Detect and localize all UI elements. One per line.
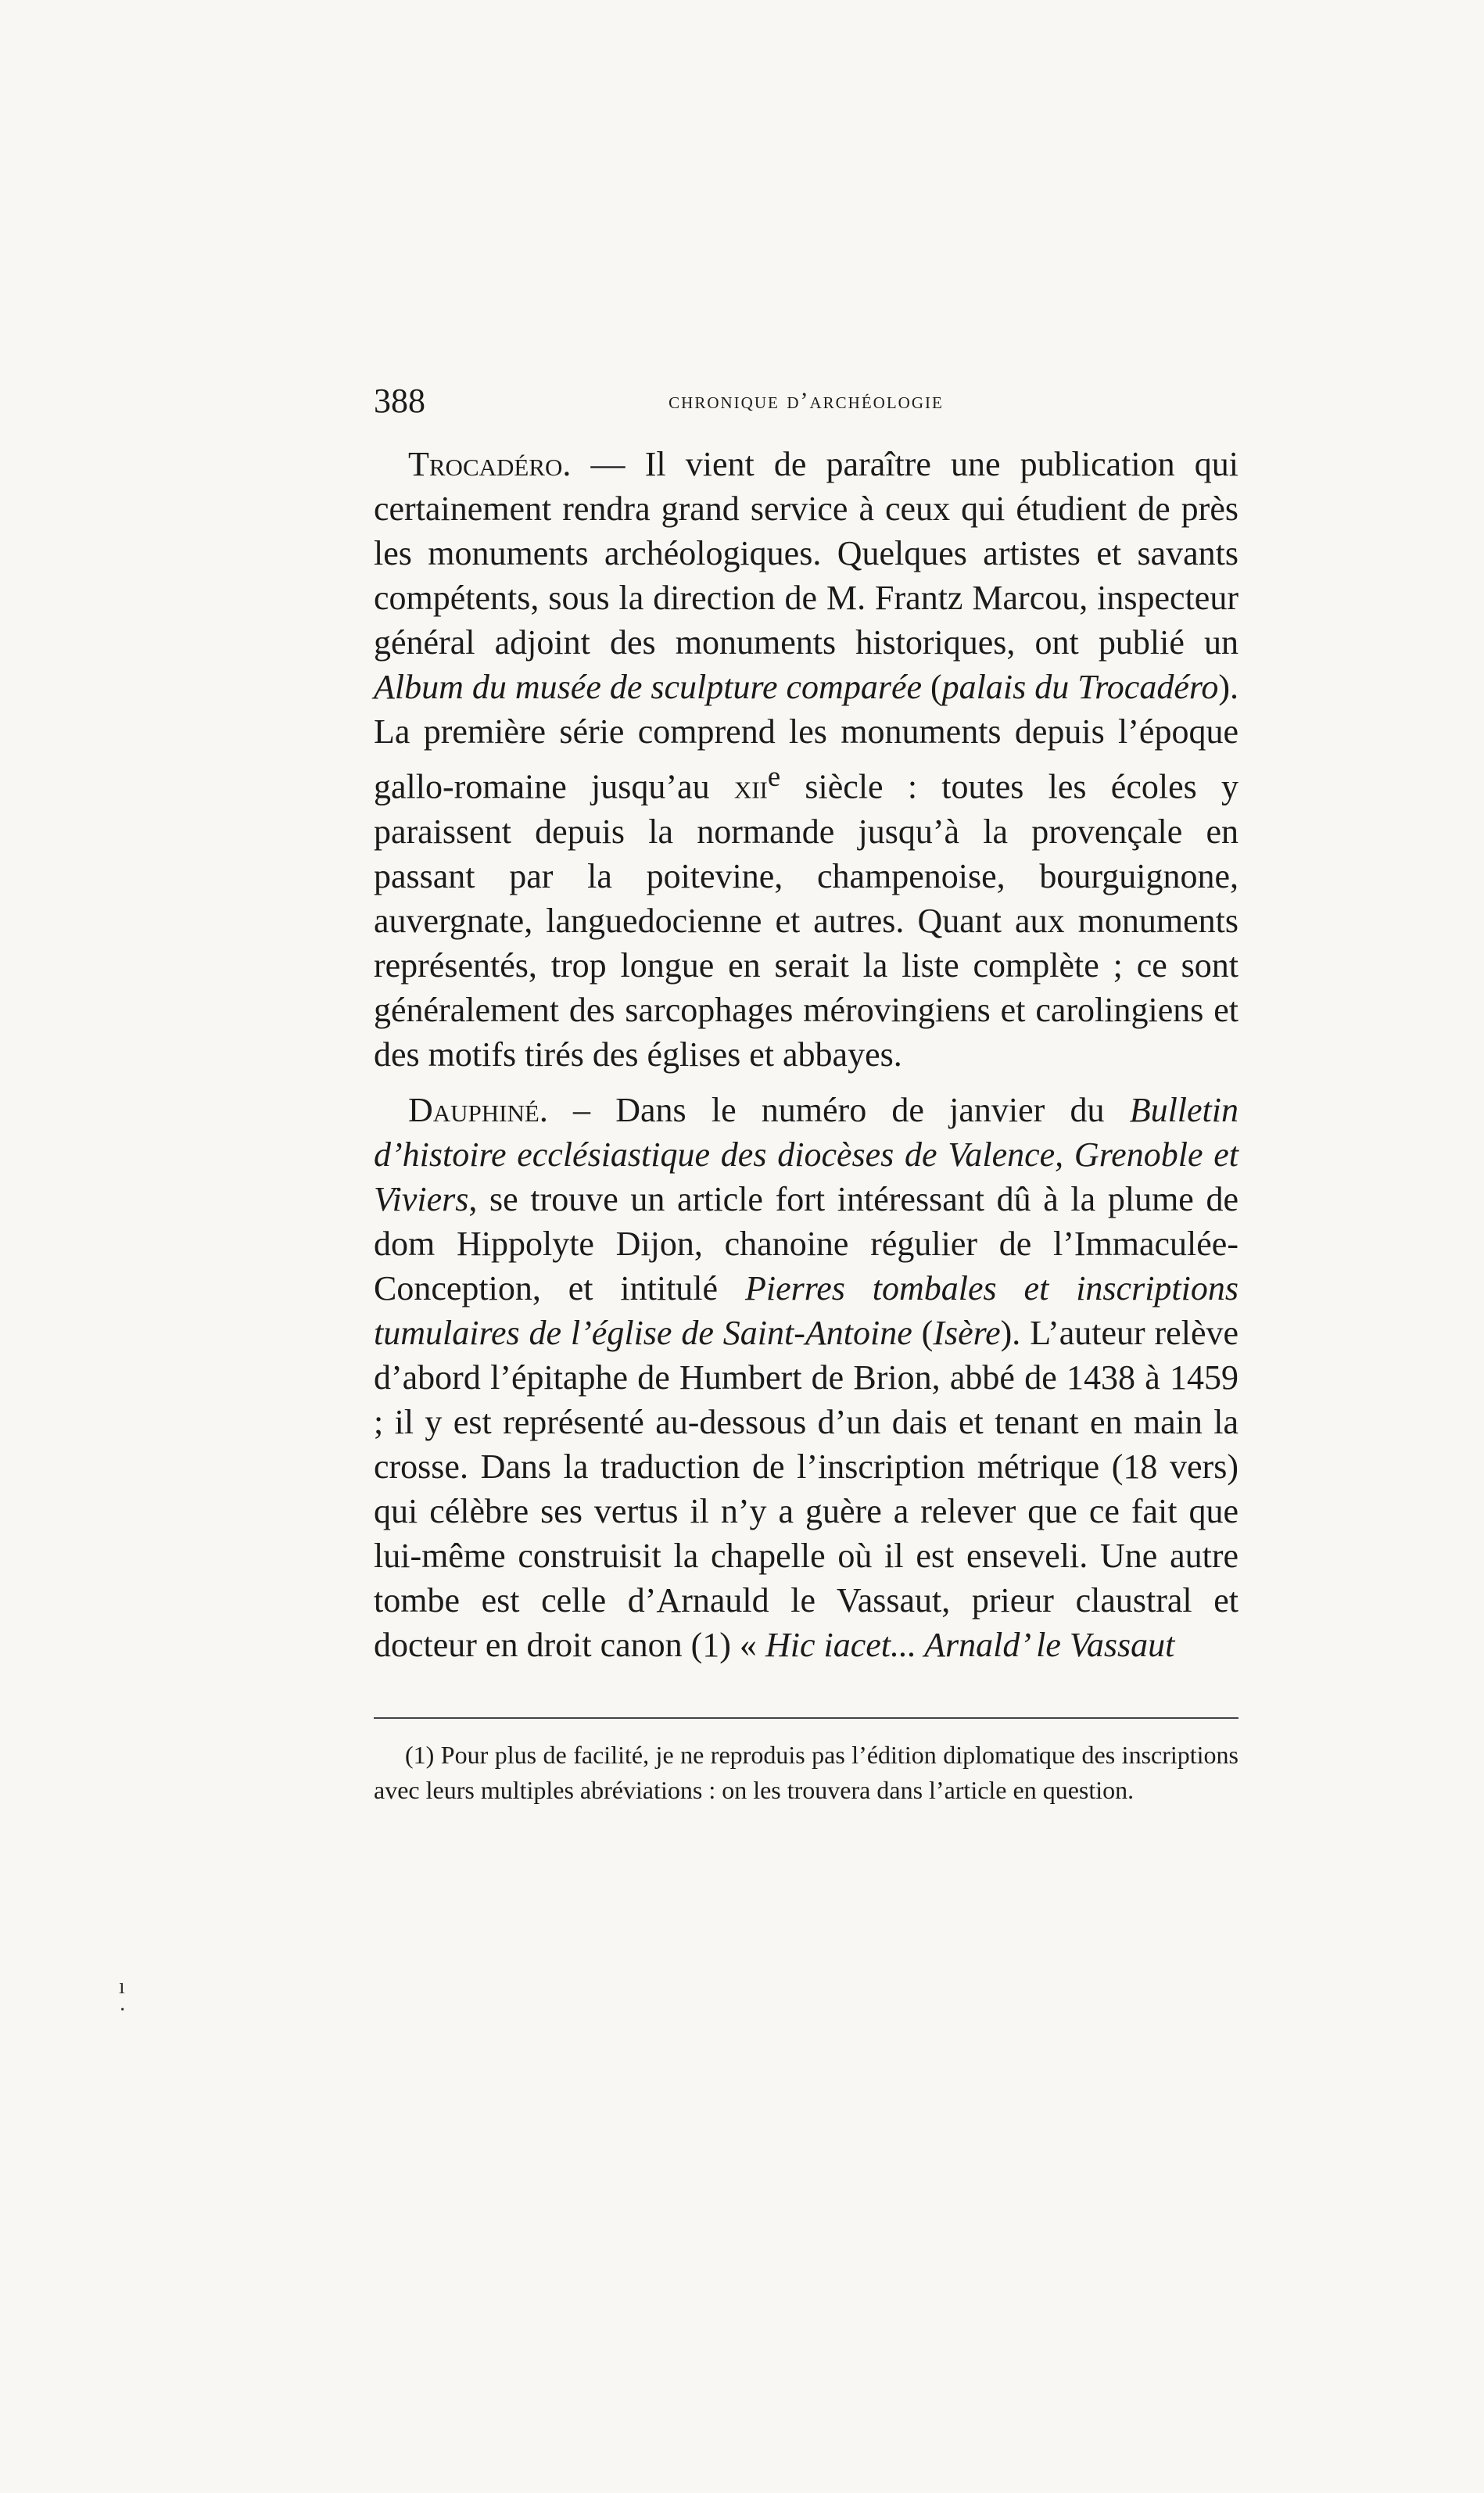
- section-lead-trocadero: Trocadéro.: [408, 445, 572, 483]
- page-header: [374, 374, 1238, 429]
- section-lead-dauphine: Dauphiné.: [408, 1090, 548, 1129]
- italic-title: Pierres tombales et inscriptions tumulaires de l’église de Saint-Antoine: [374, 1268, 1238, 1352]
- text-run: , se trouve un article fort intéressant dû à la plume de dom Hippolyte Dijon, chanoine régulier de l’Immaculée-Conception, et intitulé: [374, 1179, 1238, 1307]
- text-run: – Dans le numéro de janvier du: [547, 1090, 1130, 1129]
- page-number: 388: [374, 382, 425, 420]
- italic-title: Bulletin d’histoire ecclésiastique des diocèses de Valence, Grenoble et Viviers: [374, 1090, 1238, 1218]
- text-run: — Il vient de paraître une publication qui certainement rendra grand service à ceux qui étudient de près les monuments archéologiques. Quelques artistes et savants compétents, sous la direction de M. Frantz Marcou, inspecteur général adjoint des monuments historiques, ont publié un: [374, 445, 1238, 662]
- italic-title: Isère: [933, 1313, 1001, 1352]
- century-superscript: e: [767, 760, 781, 792]
- margin-ink-mark: ı: [119, 1975, 125, 1999]
- text-run: (: [922, 668, 942, 706]
- footnote: (1) Pour plus de facilité, je ne reproduis pas l’édition diplomatique des inscriptions avec leurs multiples abréviations : on les trouvera dans l’article en question.: [374, 1741, 1238, 1804]
- italic-title: palais du Trocadéro: [941, 668, 1219, 706]
- text-run: ). L’auteur relève d’abord l’épitaphe de Humbert de Brion, abbé de 1438 à 1459 ; il y est représenté au-dessous d’un dais et tenant en main la crosse. Dans la traduction de l’inscription métrique (18 vers) qui célèbre ses vertus il n’y a guère a relever que ce fait que lui-même construisit la chapelle où il est enseveli. Une autre tombe est celle d’Arnauld le Vassaut, prieur claustral et docteur en droit canon (1) «: [374, 1313, 1238, 1664]
- italic-quote: Hic iacet... Arnald’ le Vassaut: [765, 1625, 1175, 1664]
- paragraph-dauphine: [374, 1088, 1238, 1667]
- margin-ink-mark: ·: [119, 1998, 127, 2022]
- text-run: ). La première série comprend les monuments depuis l’époque gallo-romaine jusqu’au: [374, 668, 1238, 806]
- italic-title: Album du musée de sculpture comparée: [374, 668, 922, 706]
- text-run: siècle : toutes les écoles y paraissent depuis la normande jusqu’à la provençale en passant par la poitevine, champenoise, bourguignone, auvergnate, languedocienne et autres. Quant aux monuments représentés, trop longue en serait la liste complète ; ce sont généralement des sarcophages mérovingiens et carolingiens et des motifs tirés des églises et abbayes.: [374, 767, 1238, 1074]
- running-title: chronique d’archéologie: [669, 388, 944, 414]
- footnote-rule: [374, 1717, 1238, 1719]
- century-numeral: xii: [733, 767, 768, 806]
- main-text: [374, 442, 1238, 1667]
- text-run: (: [912, 1313, 934, 1352]
- paragraph-trocadero: [374, 442, 1238, 1077]
